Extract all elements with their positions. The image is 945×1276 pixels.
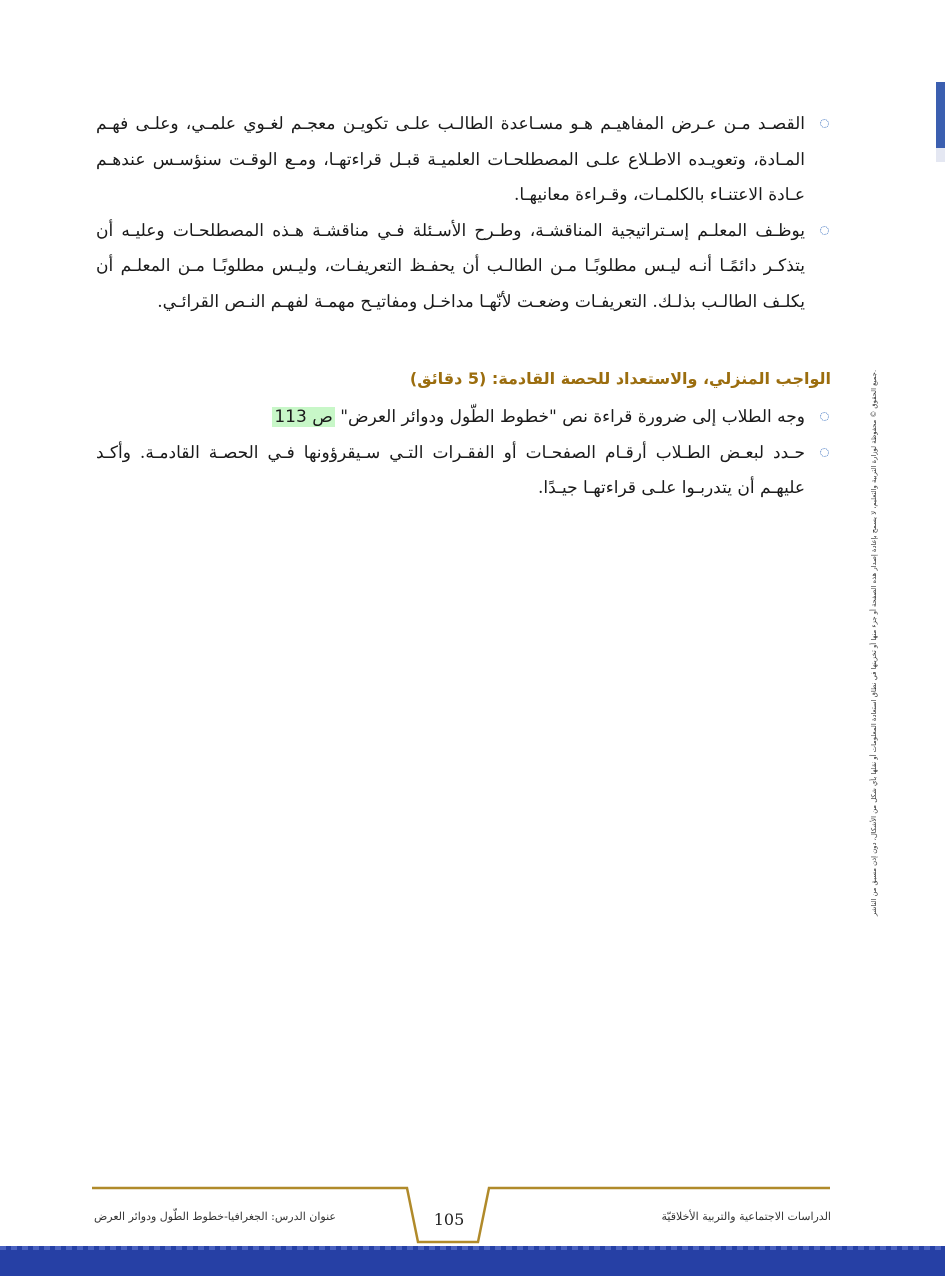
bullet-text: يوظـف المعلـم إسـتراتيجية المناقشـة، وطـرح الأسـئلة فـي مناقشـة هـذه المصطلحـات وعليـه أن يتذكـر دائمًـا أنـه ليـس مطلوبًـا مـن الطالـب أن يحفـظ التعريفـات، وليـس مطلوبًـا مـن المعلـم أن يكلـف الطالـب بذلـك. التعريفـات وضعـت لأنّهـا مداخـل ومفاتيـح مهمـة لفهـم النـص القرائـي. — [96, 220, 805, 312]
page-number: 105 — [433, 1210, 465, 1229]
bottom-band — [0, 1246, 945, 1276]
list-item — [96, 400, 831, 436]
homework-heading: الواجب المنزلي، والاستعداد للحصة القادمة: (5 دقائق) — [409, 369, 831, 388]
bullet-text: حـدد لبعـض الطـلاب أرقـام الصفحـات أو الفقـرات التـي سـيقرؤونها فـي الحصـة القادمـة. وأكـد عليهـم أن يتدربـوا علـى قراءتهـا جيـدًا. — [96, 442, 805, 498]
copyright-text: جميع الحقوق © محفوظة لوزارة التربية والتعليم، لا يسمح بإعادة إصدار هذه الصفحة أو جزء منها أو تخزينها في نطاق استعادة المعلومات أو نقلها بأي شكل من الأشكال، دون إذن مسبق من الناشر. — [870, 369, 878, 917]
bullet-icon — [820, 412, 829, 421]
edge-tab — [936, 82, 945, 162]
bullet-icon — [820, 448, 829, 457]
homework-bullets — [96, 400, 831, 507]
intro-bullets — [96, 107, 831, 320]
list-item — [96, 107, 831, 214]
list-item — [96, 214, 831, 321]
bullet-text: وجه الطلاب إلى ضرورة قراءة نص "خطوط الطّول ودوائر العرض" — [340, 407, 805, 427]
bullet-icon — [820, 119, 829, 128]
footer-lesson-title: عنوان الدرس: الجغرافيا-خطوط الطّول ودوائر العرض — [94, 1210, 336, 1223]
page-reference: ص 113 — [274, 407, 333, 427]
copyright-note — [868, 288, 880, 998]
bullet-icon — [820, 226, 829, 235]
bullet-text: القصـد مـن عـرض المفاهيـم هـو مسـاعدة الطالـب علـى تكويـن معجـم لغـوي علمـي، وعلـى فهـم المـادة، وتعويـده الاطـلاع علـى المصطلحـات العلميـة قبـل قراءتهـا، ومـع الوقـت سنؤسـس عندهـم عـادة الاعتنـاء بالكلمـات، وقـراءة معانيهـا. — [96, 114, 805, 205]
list-item — [96, 436, 831, 507]
footer-subject: الدراسات الاجتماعية والتربية الأخلاقيّة — [661, 1210, 831, 1223]
